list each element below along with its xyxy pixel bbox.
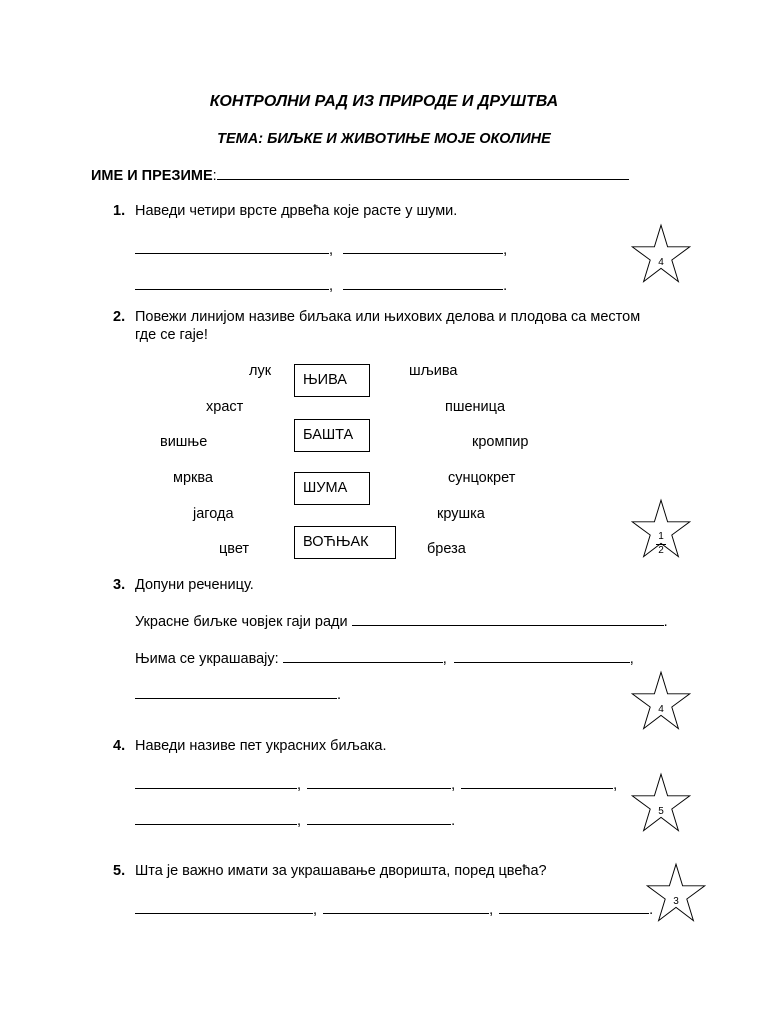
answer-blank[interactable] — [307, 775, 451, 789]
q4-text: Наведи називе пет украсних биљака. — [135, 738, 387, 754]
q3-text: Допуни реченицу. — [135, 577, 254, 593]
q2-number: 2. — [113, 309, 126, 325]
q5-number: 5. — [113, 863, 126, 879]
q3-number: 3. — [113, 577, 126, 593]
name-blank[interactable] — [217, 166, 629, 180]
answer-blank[interactable] — [307, 811, 451, 825]
q1-answer-row-2: , . — [135, 276, 507, 294]
name-label: ИМЕ И ПРЕЗИМЕ — [91, 168, 213, 184]
answer-blank[interactable] — [135, 240, 329, 254]
left-item: јагода — [193, 506, 234, 522]
answer-blank[interactable] — [135, 685, 337, 699]
right-item: кромпир — [472, 434, 529, 450]
answer-blank[interactable] — [323, 900, 489, 914]
left-item: лук — [249, 363, 272, 379]
answer-blank[interactable] — [343, 240, 503, 254]
q1-number: 1. — [113, 203, 126, 219]
place-box: БАШТА — [294, 419, 370, 452]
q5-points: 3 — [673, 896, 679, 907]
q3-sentence-2: Њима се украшавају: , , — [135, 651, 634, 667]
q3-sentence-1: Украсне биљке човјек гаји ради . — [135, 614, 668, 630]
answer-blank[interactable] — [454, 649, 630, 663]
left-item: мрква — [173, 470, 213, 486]
left-item: вишње — [160, 434, 208, 450]
right-item: сунцокрет — [448, 470, 516, 486]
answer-blank[interactable] — [135, 900, 313, 914]
answer-blank[interactable] — [343, 276, 503, 290]
points-star-icon — [631, 498, 691, 560]
right-item: шљива — [409, 363, 458, 379]
right-item: крушка — [437, 506, 485, 522]
answer-blank[interactable] — [283, 649, 443, 663]
answer-blank[interactable] — [461, 775, 613, 789]
q1-text: Наведи четири врсте дрвећа које расте у шуми. — [135, 203, 458, 219]
right-item: бреза — [427, 541, 466, 557]
q1-answer-row-1: , , — [135, 240, 507, 258]
answer-blank[interactable] — [135, 811, 297, 825]
q4-answer-row-2: , . — [135, 811, 455, 829]
place-box: ВОЋЊАК — [294, 526, 396, 559]
points-star-icon — [631, 670, 691, 732]
q2-text-line1: Повежи линијом називе биљака или њихових делова и плодова са местом — [135, 309, 641, 325]
q2-text-line2: где се гаје! — [135, 327, 208, 343]
points-star-icon — [646, 862, 706, 924]
points-star-icon — [631, 223, 691, 285]
q2-points-top: 1 — [658, 531, 664, 542]
points-star-icon — [631, 772, 691, 834]
q4-number: 4. — [113, 738, 126, 754]
q2-points-bottom: 2 — [658, 545, 664, 556]
q1-points: 4 — [658, 257, 664, 268]
q5-text: Шта је важно имати за украшавање дворишта, поред цвећа? — [135, 863, 547, 879]
name-colon: : — [212, 168, 217, 184]
q3-points: 4 — [658, 704, 664, 715]
right-item: пшеница — [445, 399, 506, 415]
answer-blank[interactable] — [135, 276, 329, 290]
left-item: храст — [206, 399, 244, 415]
answer-blank[interactable] — [499, 900, 649, 914]
left-item: цвет — [219, 541, 250, 557]
q3-sentence-3: . — [135, 685, 341, 703]
page-title: КОНТРОЛНИ РАД ИЗ ПРИРОДЕ И ДРУШТВА — [209, 93, 559, 110]
answer-blank[interactable] — [135, 775, 297, 789]
place-box: ШУМА — [294, 472, 370, 505]
place-box: ЊИВА — [294, 364, 370, 397]
answer-blank[interactable] — [352, 612, 664, 626]
q4-points: 5 — [658, 806, 664, 817]
page-topic: ТЕМА: БИЉКЕ И ЖИВОТИЊЕ МОЈЕ ОКОЛИНЕ — [217, 131, 551, 147]
q4-answer-row-1: , , , — [135, 775, 617, 793]
q5-answer-row: , , . — [135, 900, 653, 918]
name-row — [91, 166, 629, 184]
